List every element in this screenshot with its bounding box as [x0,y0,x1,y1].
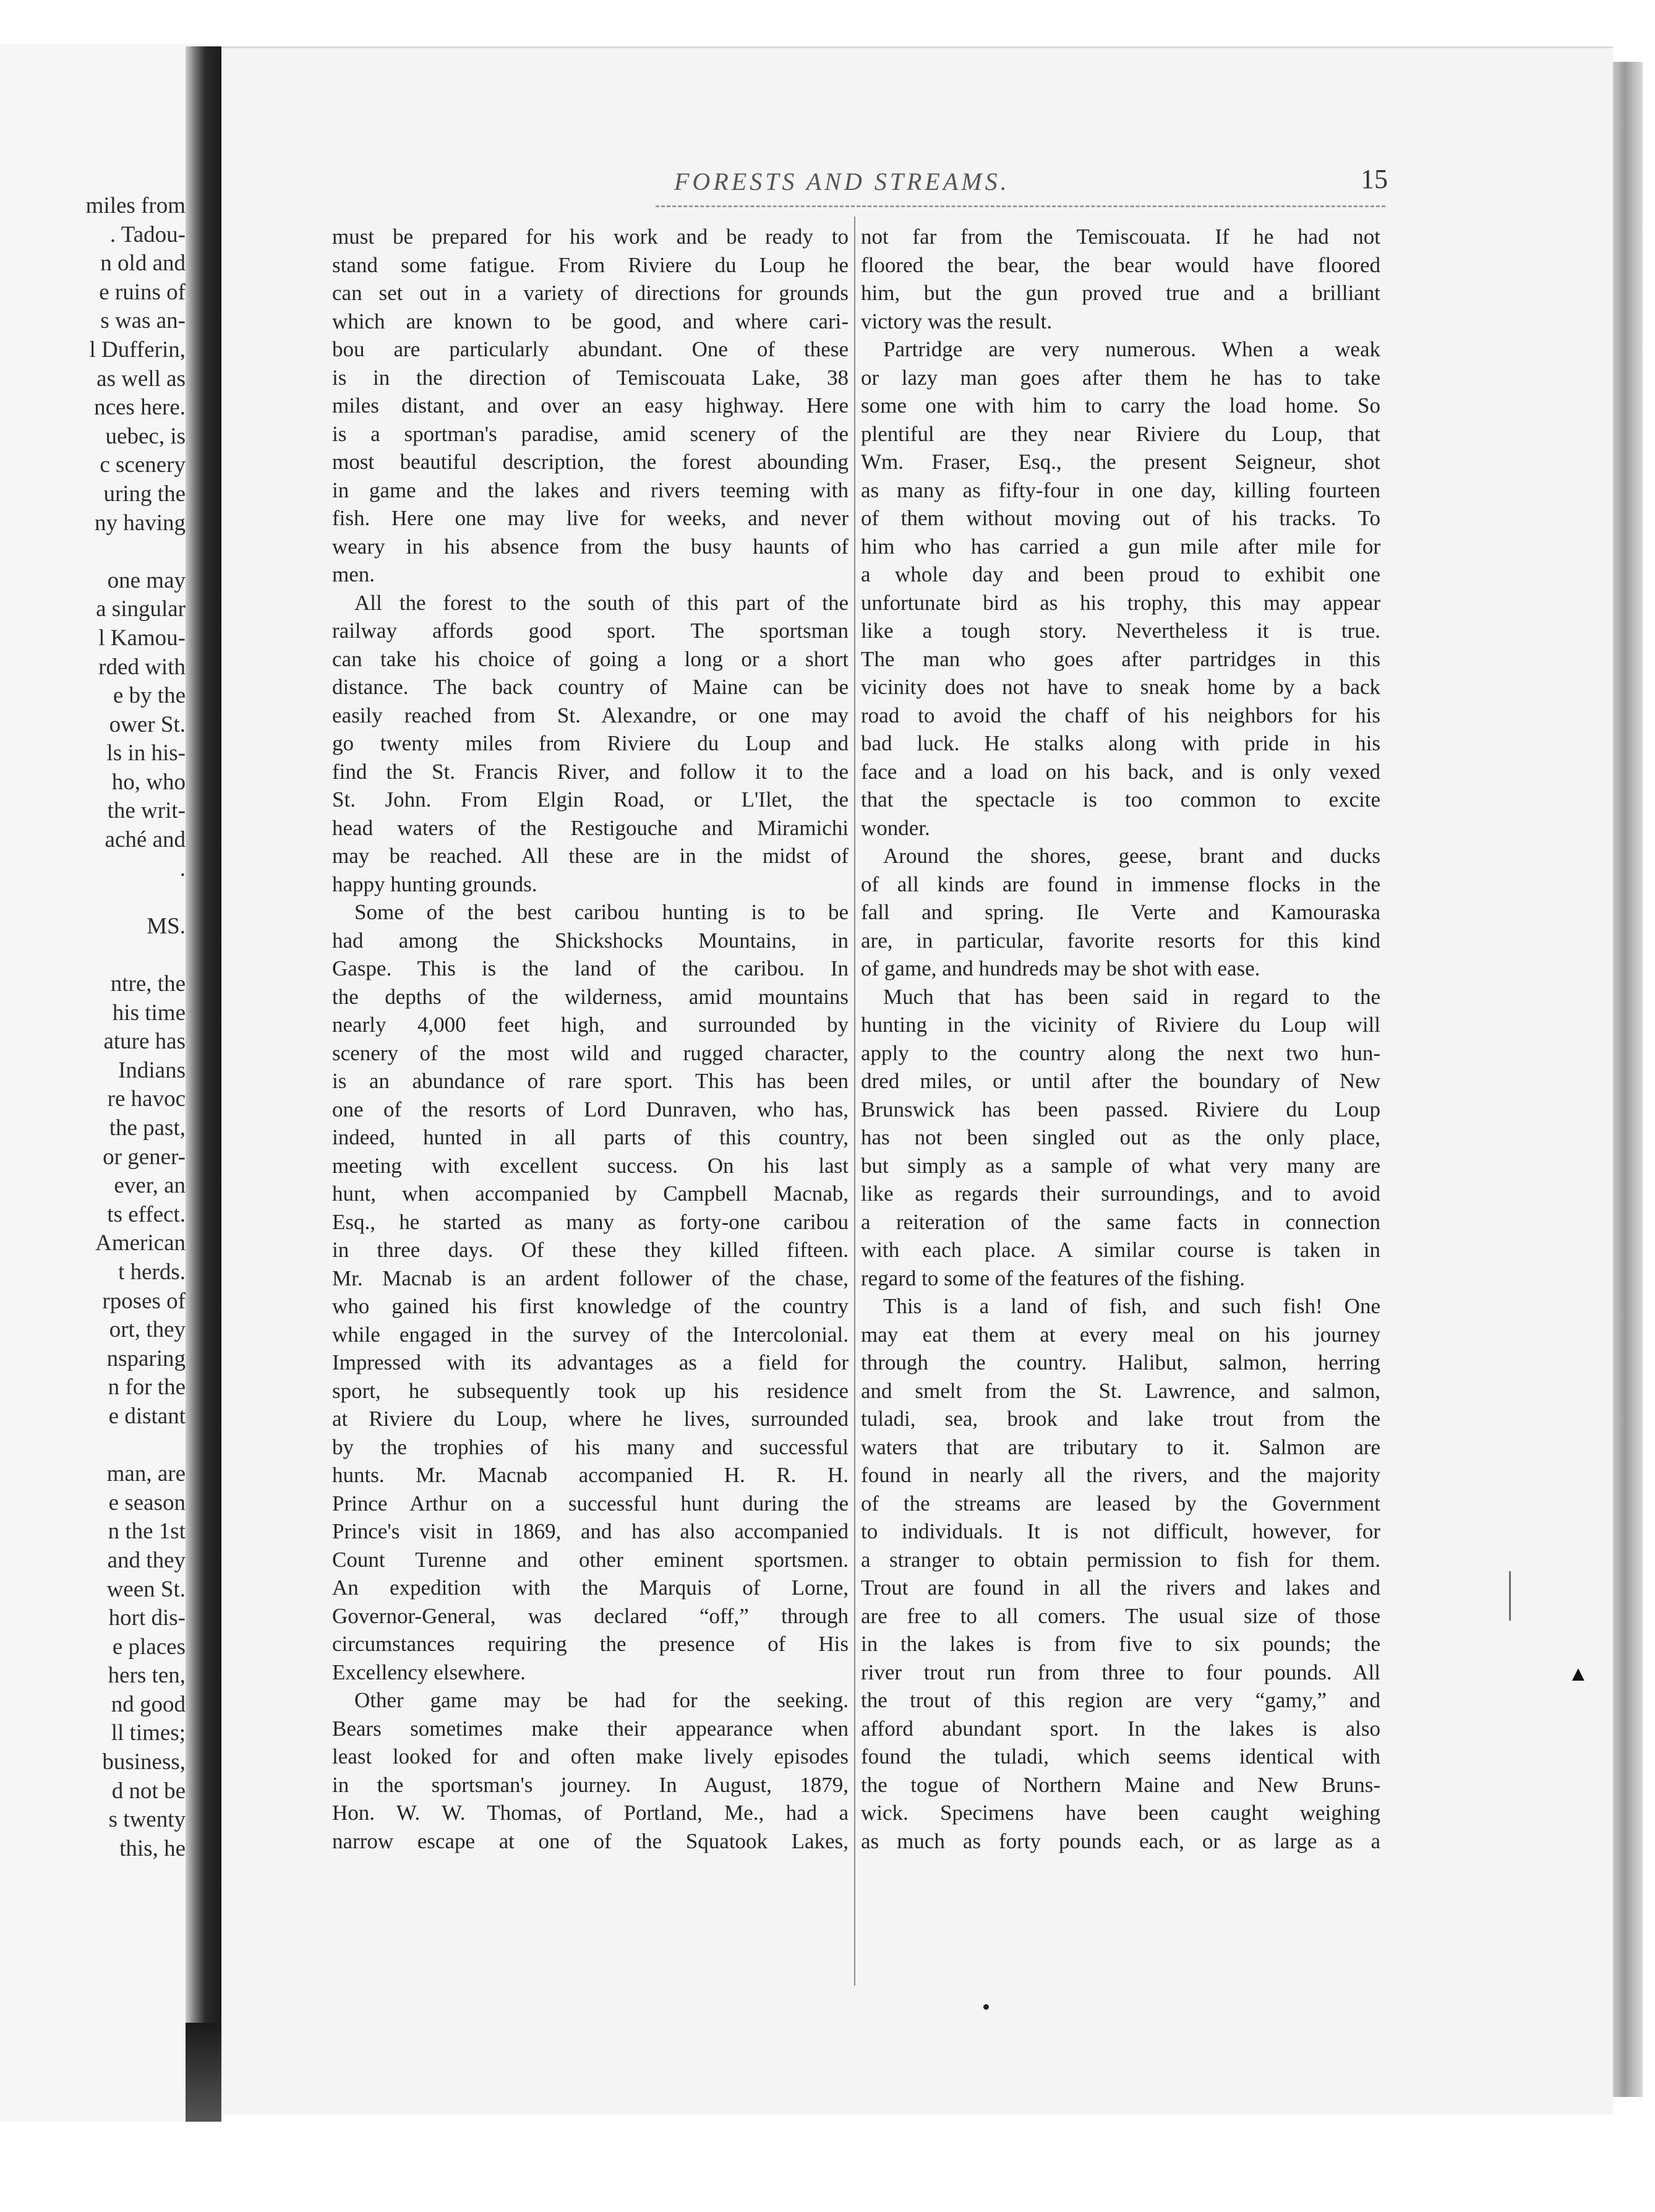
text-line: can set out in a variety of directions for grounds [332,281,849,305]
text-line: to individuals. It is not difficult, however, for [861,1519,1380,1543]
left-page-line: c scenery [100,452,186,478]
left-page-text [0,192,186,1863]
left-page-line: ny having [95,510,186,536]
header-rule [656,205,1385,207]
text-line: in three days. Of these they killed fifteen. [332,1238,849,1262]
left-page-line [0,883,186,912]
text-line: nearly 4,000 feet high, and surrounded by [332,1013,849,1037]
text-line: weary in his absence from the busy haunts of [332,534,849,559]
text-line: while engaged in the survey of the Intercolonial. [332,1322,849,1347]
left-page-line: his time [112,1000,186,1026]
text-line: St. John. From Elgin Road, or L'Ilet, the [332,787,849,812]
left-page-fragment [0,43,204,2122]
left-page-line: e ruins of [99,279,186,305]
text-column-right [861,223,1380,1855]
left-page-line [0,1431,186,1460]
text-line: Count Turenne and other eminent sportsmen. [332,1547,849,1572]
text-line: found in nearly all the rivers, and the majority [861,1463,1380,1487]
text-line: Much that has been said in regard to the [883,984,1380,1009]
left-page-line: the writ- [107,798,186,824]
text-line: can take his choice of going a long or a short [332,646,849,671]
text-line: Esq., he started as many as forty-one caribou [332,1209,849,1234]
left-page-line: . [179,855,186,881]
text-line: that the spectacle is too common to excite [861,787,1380,812]
left-page-line: one may [107,567,186,593]
text-line: dred miles, or until after the boundary of New [861,1069,1380,1093]
text-line: bad luck. He stalks along with pride in his [861,731,1380,755]
text-line: Bears sometimes make their appearance when [332,1716,849,1741]
text-line: by the trophies of his many and successful [332,1434,849,1459]
left-page-line: e distant [108,1403,186,1429]
left-page-line: l Kamou- [98,625,186,651]
left-page-line: uring the [103,481,186,507]
text-line: This is a land of fish, and such fish! One [883,1294,1380,1318]
text-line: fall and spring. Ile Verte and Kamouraska [861,900,1380,924]
text-line: Around the shores, geese, brant and ducks [883,844,1380,868]
margin-arrow-icon: ▲ [1568,1663,1589,1686]
text-line: or lazy man goes after them he has to take [861,365,1380,390]
left-page-line: a singular [96,596,186,622]
text-line: Prince Arthur on a successful hunt during the [332,1491,849,1515]
margin-mark [1509,1571,1511,1621]
text-line: is a sportman's paradise, amid scenery of the [332,421,849,446]
text-line: Some of the best caribou hunting is to be [354,900,849,924]
text-line: Wm. Fraser, Esq., the present Seigneur, shot [861,450,1380,474]
text-line: some one with him to carry the load home. So [861,393,1380,418]
running-head: FORESTS AND STREAMS. [674,168,1010,195]
text-line: as much as forty pounds each, or as large as a [861,1828,1380,1853]
text-line: of them without moving out of his tracks. To [861,506,1380,530]
ink-dot [983,2004,989,2010]
text-line: Mr. Macnab is an ardent follower of the chase, [332,1266,849,1290]
text-line: river trout run from three to four pounds. All [861,1660,1380,1684]
left-page-line: n for the [108,1374,186,1400]
left-page-line: ort, they [109,1317,186,1343]
left-page-line: e places [112,1634,186,1660]
text-line: narrow escape at one of the Squatook Lakes, [332,1828,849,1853]
text-line: find the St. Francis River, and follow it to the [332,759,849,784]
text-line: Brunswick has been passed. Riviere du Loup [861,1097,1380,1121]
left-page-line: d not be [111,1778,186,1804]
text-line: indeed, hunted in all parts of this country, [332,1125,849,1149]
text-line: An expedition with the Marquis of Lorne, [332,1575,849,1600]
text-line: waters that are tributary to it. Salmon are [861,1434,1380,1459]
text-line: miles distant, and over an easy highway. Here [332,393,849,418]
text-line: found the tuladi, which seems identical with [861,1744,1380,1768]
text-line: has not been singled out as the only place, [861,1125,1380,1149]
left-page-line: ntre, the [110,971,186,997]
left-page-line: aché and [105,827,186,853]
text-line: distance. The back country of Maine can be [332,675,849,699]
text-line: had among the Shickshocks Mountains, in [332,928,849,953]
text-line: a whole day and been proud to exhibit one [861,562,1380,586]
text-line: floored the bear, the bear would have floored [861,252,1380,277]
left-page-line: t herds. [118,1259,186,1285]
text-line: at Riviere du Loup, where he lives, surrounded [332,1407,849,1431]
left-page-line: man, are [106,1461,186,1487]
text-line: wick. Specimens have been caught weighing [861,1801,1380,1825]
left-page-line: e season [108,1490,186,1515]
left-page-line: ho, who [111,769,186,795]
left-page-line: MS. [147,913,186,939]
left-page-line: ween St. [106,1576,186,1602]
text-line: him, but the gun proved true and a brilliant [861,281,1380,305]
book-gutter [186,46,221,2038]
text-line: in game and the lakes and rivers teeming with [332,478,849,502]
left-page-line: rposes of [102,1288,186,1314]
text-line: Hon. W. W. Thomas, of Portland, Me., had a [332,1801,849,1825]
text-line: in the sportsman's journey. In August, 1879, [332,1772,849,1797]
text-line: sport, he subsequently took up his residence [332,1378,849,1403]
text-line: head waters of the Restigouche and Miramichi [332,815,849,840]
column-divider [854,216,855,1986]
text-line: with each place. A similar course is taken in [861,1238,1380,1262]
text-line: of all kinds are found in immense flocks in the [861,872,1380,896]
text-line: as many as fifty-four in one day, killing fourteen [861,478,1380,502]
text-line: is an abundance of rare sport. This has been [332,1069,849,1093]
text-line: him who has carried a gun mile after mile for [861,534,1380,559]
text-line: regard to some of the features of the fishing. [861,1266,1246,1290]
text-line: like as regards their surroundings, and to avoid [861,1181,1380,1206]
text-line: All the forest to the south of this part of the [354,590,849,615]
text-line: must be prepared for his work and be ready to [332,225,849,249]
text-line: face and a load on his back, and is only vexed [861,759,1380,784]
text-column-left [332,223,849,1855]
text-line: Prince's visit in 1869, and has also accompanied [332,1519,849,1543]
text-line: bou are particularly abundant. One of these [332,337,849,361]
left-page-line: this, he [119,1835,186,1861]
text-line: railway affords good sport. The sportsman [332,619,849,643]
text-line: victory was the result. [861,309,1053,333]
left-page-line: re havoc [107,1086,186,1112]
text-line: not far from the Temiscouata. If he had not [861,225,1380,249]
text-line: road to avoid the chaff of his neighbors for his [861,703,1380,727]
left-page-line: miles from [85,193,186,218]
text-line: may be reached. All these are in the midst of [332,844,849,868]
left-page-line: l Dufferin, [89,337,186,362]
left-page-line: ature has [103,1029,186,1055]
left-page-line: nces here. [94,395,186,421]
left-page-line: e by the [113,683,186,709]
left-page-line: nd good [111,1691,186,1717]
text-line: like a tough story. Nevertheless it is true. [861,619,1380,643]
left-page-line: uebec, is [105,423,186,449]
left-page-line: business, [102,1749,186,1775]
text-line: a stranger to obtain permission to fish for them. [861,1547,1380,1572]
text-line: which are known to be good, and where cari- [332,309,849,333]
text-line: most beautiful description, the forest abounding [332,450,849,474]
text-line: plentiful are they near Riviere du Loup, that [861,421,1380,446]
left-page-line: ll times; [111,1720,186,1746]
text-line: apply to the country along the next two hun- [861,1040,1380,1065]
text-line: are, in particular, favorite resorts for this kind [861,928,1380,953]
text-line: but simply as a sample of what very many are [861,1153,1380,1178]
text-line: Governor-General, was declared “off,” through [332,1603,849,1628]
left-page-line: the past, [109,1115,186,1141]
text-line: of the streams are leased by the Government [861,1491,1380,1515]
text-line: Impressed with its advantages as a field for [332,1350,849,1374]
left-page-line: ls in his- [106,740,186,766]
left-page-line: American [95,1230,186,1256]
page-number: 15 [1361,164,1388,194]
text-line: go twenty miles from Riviere du Loup and [332,731,849,755]
text-line: Partridge are very numerous. When a weak [883,337,1380,361]
text-line: hunt, when accompanied by Campbell Macnab, [332,1181,849,1206]
left-page-line: hers ten, [108,1663,186,1689]
text-line: one of the resorts of Lord Dunraven, who has, [332,1097,849,1121]
text-line: the depths of the wilderness, amid mountains [332,984,849,1009]
left-page-line: or gener- [103,1144,186,1170]
left-page-line: rded with [98,654,186,680]
left-page-line [0,538,186,567]
text-line: unfortunate bird as his trophy, this may appear [861,590,1380,615]
text-line: who gained his first knowledge of the country [332,1294,849,1318]
left-page-line: s twenty [108,1807,186,1833]
text-line: men. [332,562,375,586]
book-gutter-lower [186,2023,221,2122]
left-page-line: as well as [96,366,186,392]
text-line: Gaspe. This is the land of the caribou. In [332,956,849,980]
text-line: fish. Here one may live for weeks, and never [332,506,849,530]
text-line: circumstances requiring the presence of His [332,1632,849,1656]
left-page-line: n old and [100,251,186,276]
text-line: tuladi, sea, brook and lake trout from the [861,1407,1380,1431]
text-line: the trout of this region are very “gamy,” and [861,1688,1380,1712]
left-page-line: hort dis- [108,1605,186,1631]
text-line: is in the direction of Temiscouata Lake, 38 [332,365,849,390]
left-page-line: s was an- [100,308,186,334]
text-line: hunts. Mr. Macnab accompanied H. R. H. [332,1463,849,1487]
left-page-line: nsparing [106,1345,186,1371]
text-line: vicinity does not have to sneak home by a back [861,675,1380,699]
left-page-line [0,941,186,970]
text-line: least looked for and often make lively episodes [332,1744,849,1768]
text-line: Trout are found in all the rivers and lakes and [861,1575,1380,1600]
page-edge-stack [1613,62,1643,2097]
text-line: happy hunting grounds. [332,872,537,896]
text-line: stand some fatigue. From Riviere du Loup he [332,252,849,277]
text-line: afford abundant sport. In the lakes is also [861,1716,1380,1741]
text-line: scenery of the most wild and rugged character, [332,1040,849,1065]
left-page-line: and they [107,1547,186,1573]
left-page-line: ower St. [109,711,186,737]
text-line: are free to all comers. The usual size of those [861,1603,1380,1628]
left-page-line: ever, an [114,1173,186,1199]
text-line: Excellency elsewhere. [332,1660,526,1684]
text-line: in the lakes is from five to six pounds; the [861,1632,1380,1656]
text-line: may eat them at every meal on his journey [861,1322,1380,1347]
left-page-line: n the 1st [108,1519,186,1545]
text-line: easily reached from St. Alexandre, or one may [332,703,849,727]
text-line: of game, and hundreds may be shot with ease. [861,956,1260,980]
text-line: hunting in the vicinity of Riviere du Loup will [861,1013,1380,1037]
text-line: through the country. Halibut, salmon, herring [861,1350,1380,1374]
left-page-line: ts effect. [107,1201,186,1227]
text-line: wonder. [861,815,930,840]
text-line: and smelt from the St. Lawrence, and salmon, [861,1378,1380,1403]
text-line: meeting with excellent success. On his last [332,1153,849,1178]
text-line: The man who goes after partridges in this [861,646,1380,671]
text-line: Other game may be had for the seeking. [354,1688,849,1712]
text-line: a reiteration of the same facts in connection [861,1209,1380,1234]
left-page-line: Indians [118,1057,186,1083]
text-line: the togue of Northern Maine and New Bruns- [861,1772,1380,1797]
left-page-line: . Tadou- [109,221,186,247]
